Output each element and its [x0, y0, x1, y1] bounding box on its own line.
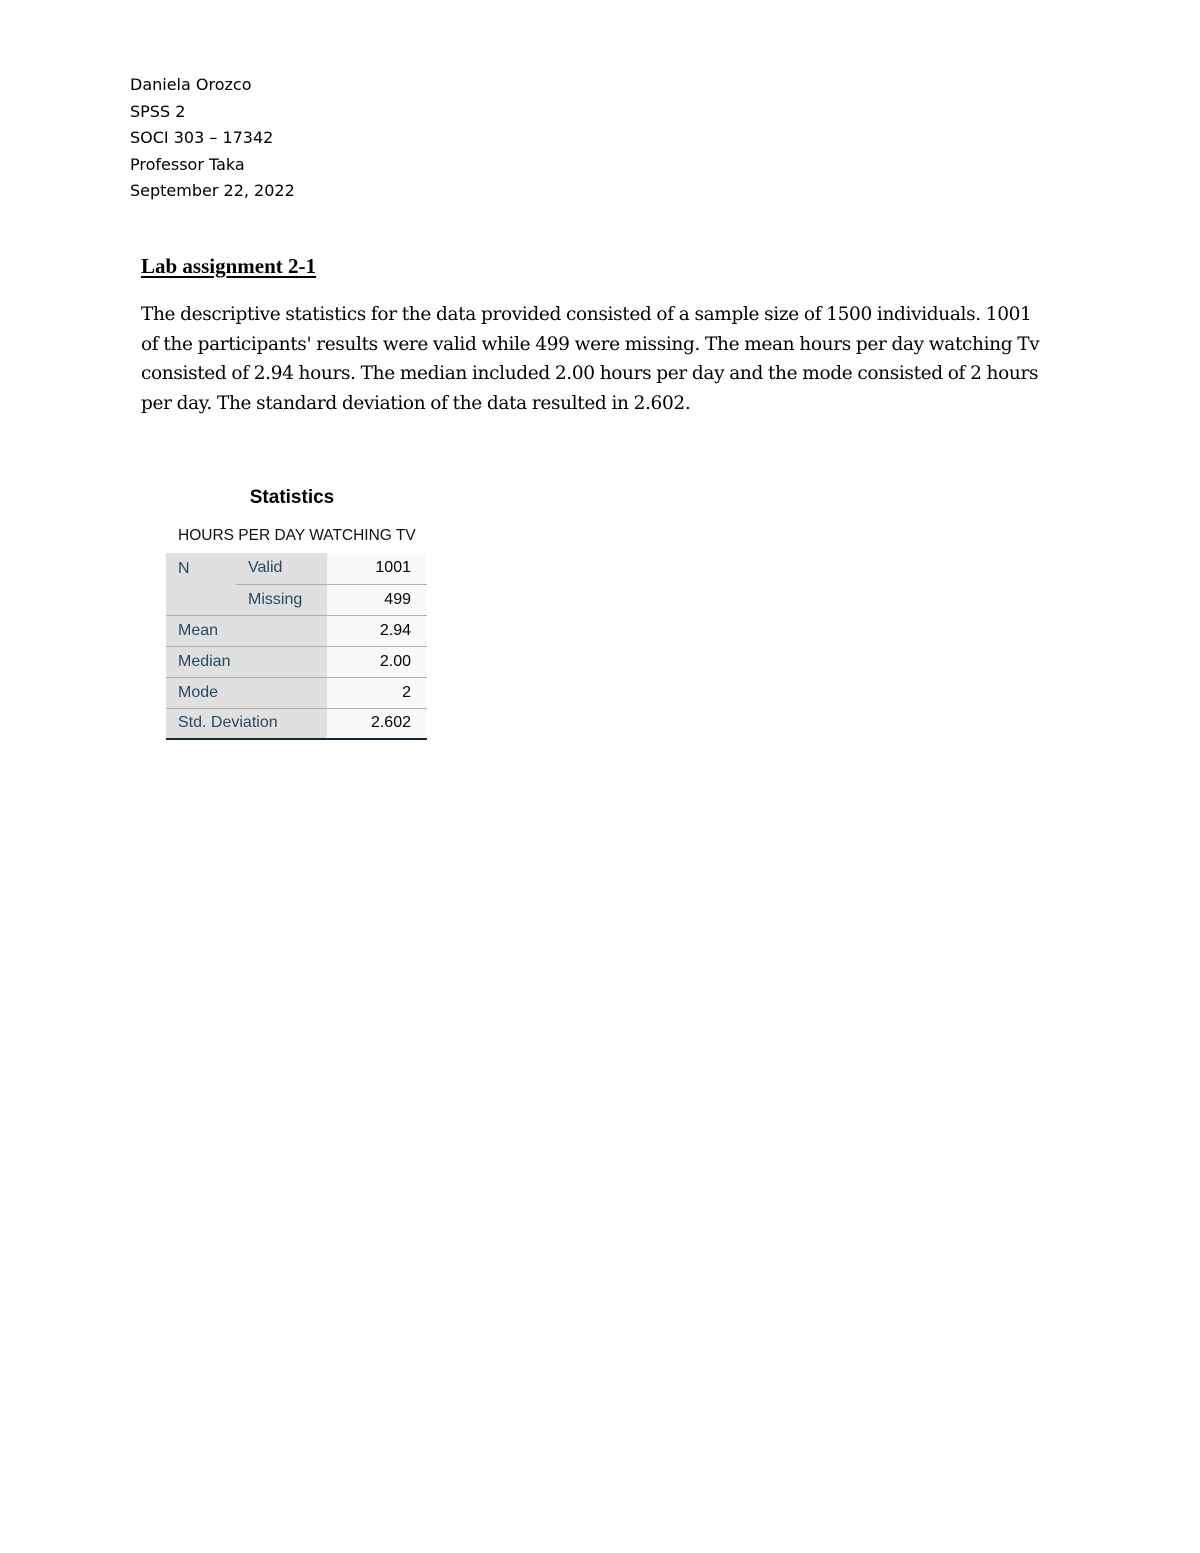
- document-date: September 22, 2022: [130, 181, 295, 200]
- table-row: [166, 646, 427, 677]
- n-label: N: [166, 553, 236, 615]
- valid-label: Valid: [236, 553, 327, 584]
- std-deviation-value: 2.602: [327, 708, 427, 739]
- body-paragraph: The descriptive statistics for the data provided consisted of a sample size of 1500 individuals. 1001 of the participants' results were valid while 499 were missing. The mean hours per day watching Tv consisted of 2.94 hours. The median included 2.00 hours per day and the mode consisted of 2 hours per day. The standard deviation of the data resulted in 2.602.: [141, 304, 1040, 414]
- missing-value: 499: [327, 584, 427, 615]
- author-name: Daniela Orozco: [130, 75, 252, 94]
- statistics-title: Statistics: [249, 487, 335, 508]
- statistics-table: [166, 553, 427, 740]
- valid-value: 1001: [327, 553, 427, 584]
- statistics-variable-name: HOURS PER DAY WATCHING TV: [178, 527, 416, 544]
- table-row: [166, 708, 427, 739]
- std-deviation-label: Std. Deviation: [166, 708, 327, 739]
- table-row: [166, 553, 427, 584]
- assignment-title: Lab assignment 2-1: [141, 254, 317, 278]
- table-row: [166, 677, 427, 708]
- table-row: [166, 615, 427, 646]
- median-label: Median: [166, 646, 327, 677]
- assignment-name: SPSS 2: [130, 101, 186, 121]
- mode-value: 2: [327, 677, 427, 708]
- missing-label: Missing: [236, 584, 327, 615]
- course-code: SOCI 303 – 17342: [130, 128, 274, 147]
- mean-value: 2.94: [327, 615, 427, 646]
- mean-label: Mean: [166, 615, 327, 646]
- professor-name: Professor Taka: [130, 154, 245, 174]
- document-header: [130, 72, 295, 205]
- mode-label: Mode: [166, 677, 327, 708]
- median-value: 2.00: [327, 646, 427, 677]
